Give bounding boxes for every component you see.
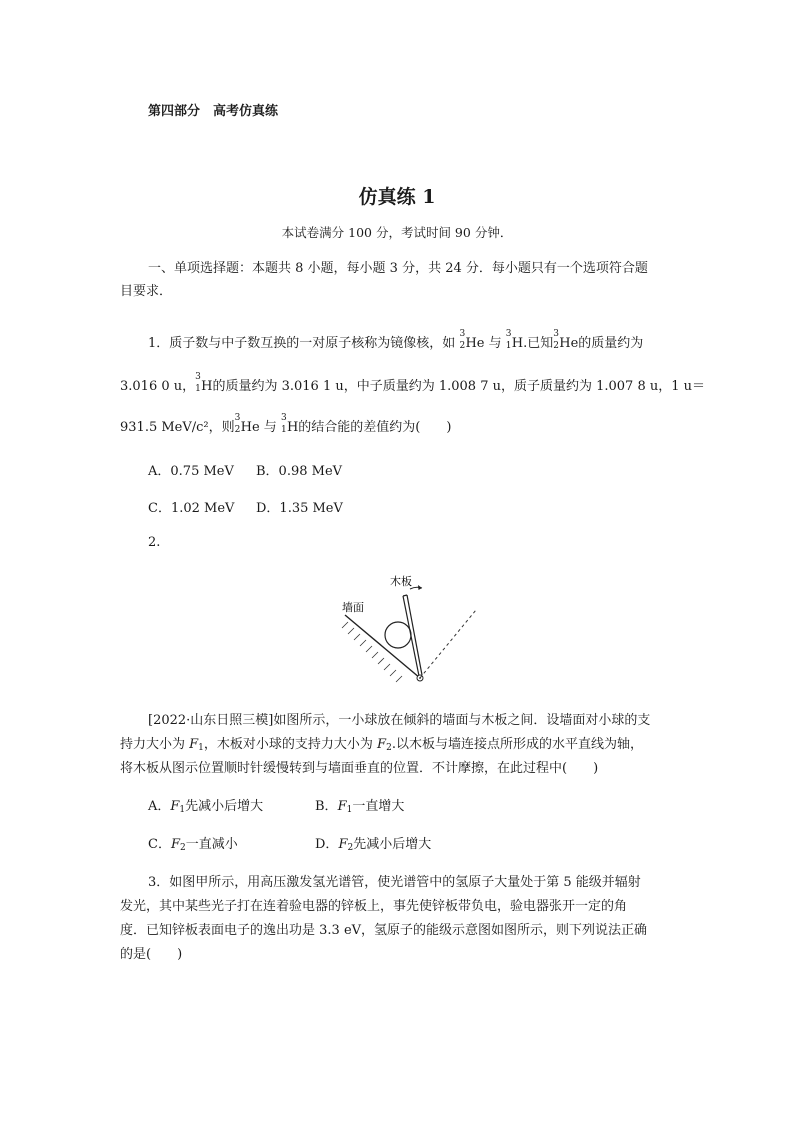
final-position-dashed — [420, 610, 476, 678]
q1-option-a[interactable]: A．0.75 MeV — [148, 464, 234, 479]
q2-line3: 将木板从图示位置顺时针缓慢转到与墙面垂直的位置．不计摩擦，在此过程中( ) — [120, 761, 599, 776]
q1-line1: 1．质子数与中子数互换的一对原子核称为镜像核，如 3 2 He 与 3 1 H.已知 3 2 He的质量约为 — [148, 329, 644, 351]
q2-line2: 持力大小为 $F_1$，木板对小球的支持力大小为 $F_2$.以木板与墙连接点所形成的水平直线为轴， — [120, 737, 643, 753]
q3-line4: 的是( ) — [120, 947, 183, 962]
q2-option-d[interactable]: D．$F_2$先减小后增大 — [315, 837, 432, 853]
q1-option-c[interactable]: C．1.02 MeV — [148, 501, 235, 516]
page-title: 仿真练 1 — [358, 186, 436, 208]
q3-line3: 度．已知锌板表面电子的逸出功是 3.3 eV，氢原子的能级示意图如图所示，则下列说法正确 — [120, 923, 648, 938]
nuclide-h3: 3 1 — [505, 329, 512, 351]
section-header: 第四部分 高考仿真练 — [148, 104, 279, 119]
q3-line1: 3．如图甲所示，用高压激发氢光谱管，使光谱管中的氢原子大量处于第 5 能级并辐射 — [148, 875, 641, 890]
q1-option-b[interactable]: B．0.98 MeV — [256, 464, 343, 479]
part1-instruction-line1: 一、单项选择题：本题共 8 小题，每小题 3 分，共 24 分．每小题只有一个选项符合题 — [148, 261, 648, 276]
wall-label: 墙面 — [342, 601, 364, 614]
q2-option-a[interactable]: A．$F_1$先减小后增大 — [148, 799, 264, 815]
ball — [385, 622, 411, 648]
q2-option-b[interactable]: B．$F_1$一直增大 — [315, 799, 405, 815]
q2-line1: [2022·山东日照三模]如图所示，一小球放在倾斜的墙面与木板之间．设墙面对小球的支 — [148, 713, 651, 728]
q2-number: 2. — [148, 535, 161, 550]
q1-number: 1． — [148, 336, 170, 351]
nuclide-he3: 3 2 — [459, 329, 466, 351]
q1-option-d[interactable]: D．1.35 MeV — [256, 501, 343, 516]
q2-figure — [330, 570, 480, 690]
board-label: 木板 — [390, 575, 412, 588]
part1-instruction-line2: 目要求． — [120, 284, 173, 299]
q1-line3: 931.5 MeV/c²，则 3 2 He 与 3 1 H的结合能的差值约为( ) — [120, 413, 452, 435]
q1-text-a: 质子数与中子数互换的一对原子核称为镜像核，如 — [169, 336, 456, 351]
exam-info: 本试卷满分 100 分，考试时间 90 分钟． — [281, 225, 513, 240]
q3-line2: 发光，其中某些光子打在连着验电器的锌板上，事先使锌板带负电，验电器张开一定的角 — [120, 899, 628, 914]
q2-option-c[interactable]: C．$F_2$一直减小 — [148, 837, 238, 853]
q1-line2: 3.016 0 u， 3 1 H的质量约为 3.016 1 u，中子质量约为 1.008 7 u，质子质量约为 1.007 8 u，1 u＝ — [120, 372, 706, 394]
